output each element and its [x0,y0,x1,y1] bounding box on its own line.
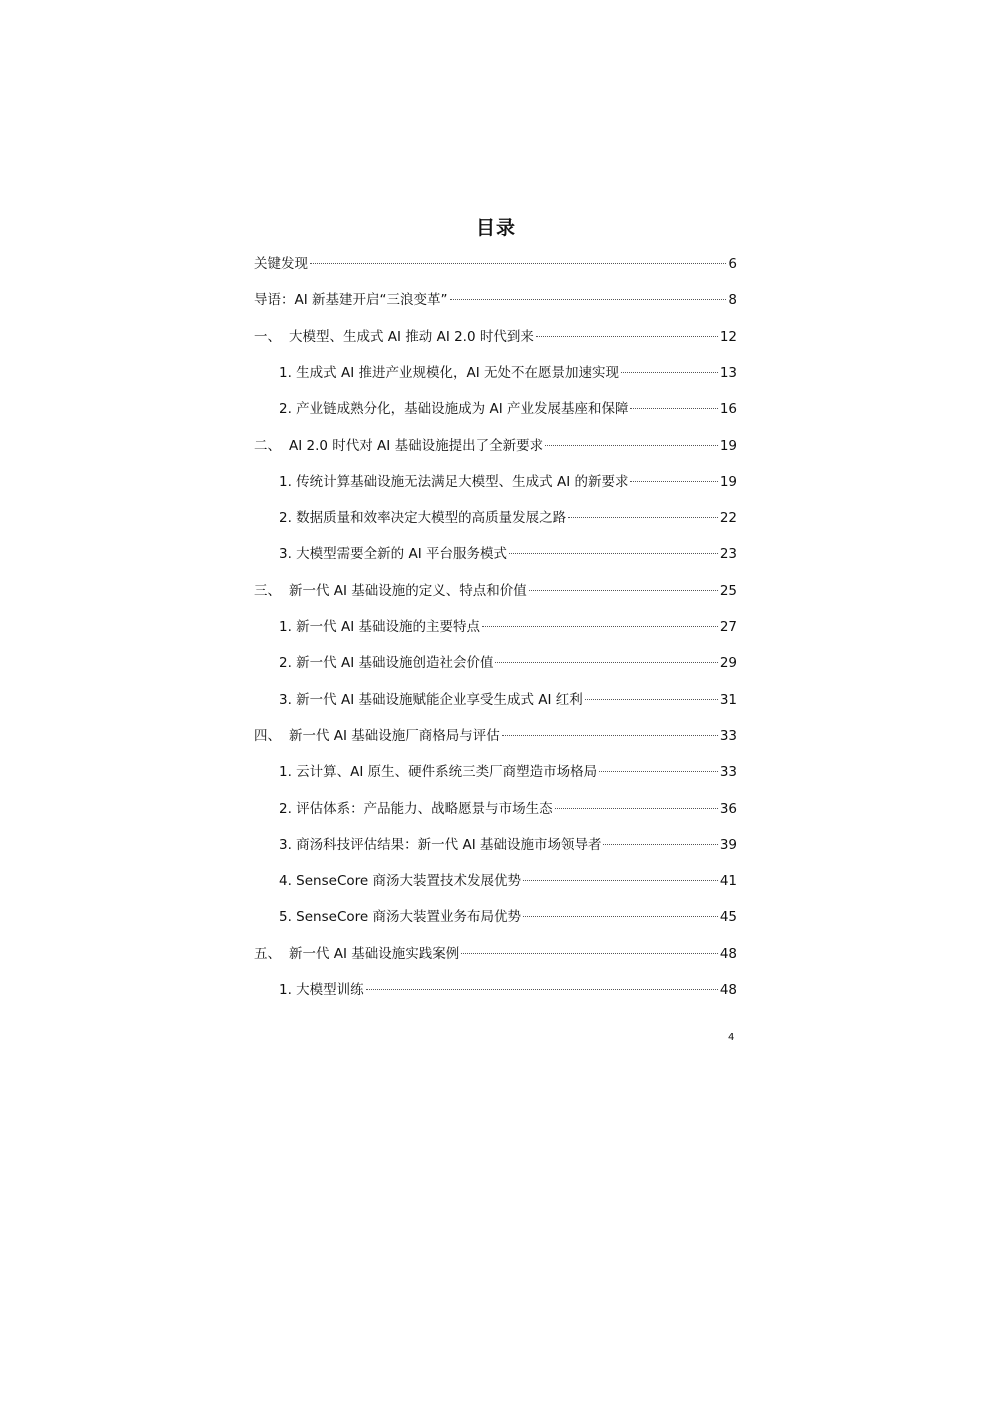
toc-entry-page: 41 [719,873,737,889]
toc-entry-prefix: 二、 [254,438,281,454]
toc-entry[interactable] [279,361,737,385]
toc-entry-label: 1. 大模型训练 [279,982,364,998]
toc-entry-page: 22 [719,510,737,526]
toc-entry[interactable] [279,978,737,1002]
toc-entry[interactable] [279,688,737,712]
toc-entry[interactable] [279,651,737,675]
toc-entry-label: 新一代 AI 基础设施实践案例 [289,946,460,962]
toc-dot-leader [366,989,718,990]
toc-entry-label: 1. 新一代 AI 基础设施的主要特点 [279,619,480,635]
toc-entry-page: 31 [719,692,737,708]
toc-entry[interactable] [279,470,737,494]
toc-dot-leader [461,953,718,954]
toc-entry-label: 大模型、生成式 AI 推动 AI 2.0 时代到来 [289,329,534,345]
toc-dot-leader [621,372,718,373]
toc-entry[interactable] [279,760,737,784]
toc-entry[interactable] [279,797,737,821]
page-number: 4 [728,1032,735,1043]
toc-dot-leader [568,517,718,518]
toc-entry[interactable] [279,542,737,566]
toc-entry-label: 导语：AI 新基建开启“三浪变革” [254,292,448,308]
toc-entry-prefix: 一、 [254,329,281,345]
toc-entry-label: 1. 云计算、AI 原生、硬件系统三类厂商塑造市场格局 [279,764,598,780]
toc-dot-leader [630,481,717,482]
toc-dot-leader [495,662,717,663]
toc-entry[interactable] [279,397,737,421]
toc-dot-leader [450,299,727,300]
toc-entry-label: AI 2.0 时代对 AI 基础设施提出了全新要求 [289,438,544,454]
page-title: 目录 [475,217,516,239]
toc-entry[interactable] [254,724,737,748]
toc-entry-page: 19 [719,438,737,454]
toc-entry-label: 1. 生成式 AI 推进产业规模化，AI 无处不在愿景加速实现 [279,365,619,381]
toc-dot-leader [509,553,718,554]
toc-entry-page: 27 [719,619,737,635]
toc-entry-label: 3. 商汤科技评估结果：新一代 AI 基础设施市场领导者 [279,837,602,853]
toc-entry-label: 新一代 AI 基础设施的定义、特点和价值 [289,583,527,599]
toc-entry-page: 33 [719,728,737,744]
toc-dot-leader [523,916,718,917]
toc-entry-label: 3. 新一代 AI 基础设施赋能企业享受生成式 AI 红利 [279,692,583,708]
toc-dot-leader [310,263,726,264]
toc-entry[interactable] [279,869,737,893]
toc-entry[interactable] [254,579,737,603]
toc-entry[interactable] [254,325,737,349]
toc-entry-page: 19 [719,474,737,490]
toc-entry[interactable] [279,833,737,857]
toc-entry-page: 12 [719,329,737,345]
toc-entry-prefix: 三、 [254,583,281,599]
toc-entry-label: 2. 产业链成熟分化，基础设施成为 AI 产业发展基座和保障 [279,401,629,417]
toc-entry-page: 29 [719,655,737,671]
toc-entry[interactable] [279,615,737,639]
toc-entry-prefix: 五、 [254,946,281,962]
toc-entry-page: 8 [728,292,737,308]
toc-entry-page: 25 [719,583,737,599]
toc-entry-label: 2. 数据质量和效率决定大模型的高质量发展之路 [279,510,567,526]
toc-entry-page: 39 [719,837,737,853]
toc-entry-label: 3. 大模型需要全新的 AI 平台服务模式 [279,546,507,562]
toc-entry[interactable] [254,252,737,276]
toc-dot-leader [603,844,717,845]
toc-entry-page: 36 [719,801,737,817]
toc-entry-page: 33 [719,764,737,780]
toc-entry-label: 4. SenseCore 商汤大装置技术发展优势 [279,873,521,889]
toc-entry-label: 新一代 AI 基础设施厂商格局与评估 [289,728,500,744]
toc-entry-label: 1. 传统计算基础设施无法满足大模型、生成式 AI 的新要求 [279,474,629,490]
toc-entry-page: 45 [719,909,737,925]
toc-dot-leader [585,699,718,700]
toc-entry-page: 6 [728,256,737,272]
toc-dot-leader [630,408,717,409]
toc-dot-leader [502,735,718,736]
toc-entry[interactable] [279,905,737,929]
toc-dot-leader [599,771,718,772]
toc-entry-page: 48 [719,982,737,998]
toc-entry-label: 2. 评估体系：产品能力、战略愿景与市场生态 [279,801,553,817]
toc-entry[interactable] [254,288,737,312]
toc-dot-leader [555,808,718,809]
toc-entry-prefix: 四、 [254,728,281,744]
toc-dot-leader [529,590,718,591]
toc-entry-label: 5. SenseCore 商汤大装置业务布局优势 [279,909,521,925]
toc-entry-page: 13 [719,365,737,381]
toc-entry-page: 23 [719,546,737,562]
toc-entry[interactable] [254,942,737,966]
toc-dot-leader [482,626,718,627]
toc-entry-page: 48 [719,946,737,962]
toc-dot-leader [523,880,718,881]
toc-entry-label: 关键发现 [254,256,308,272]
toc-dot-leader [545,445,718,446]
toc-entry-label: 2. 新一代 AI 基础设施创造社会价值 [279,655,494,671]
toc-entry-page: 16 [719,401,737,417]
toc-entry[interactable] [254,434,737,458]
toc-entry[interactable] [279,506,737,530]
toc-dot-leader [536,336,718,337]
